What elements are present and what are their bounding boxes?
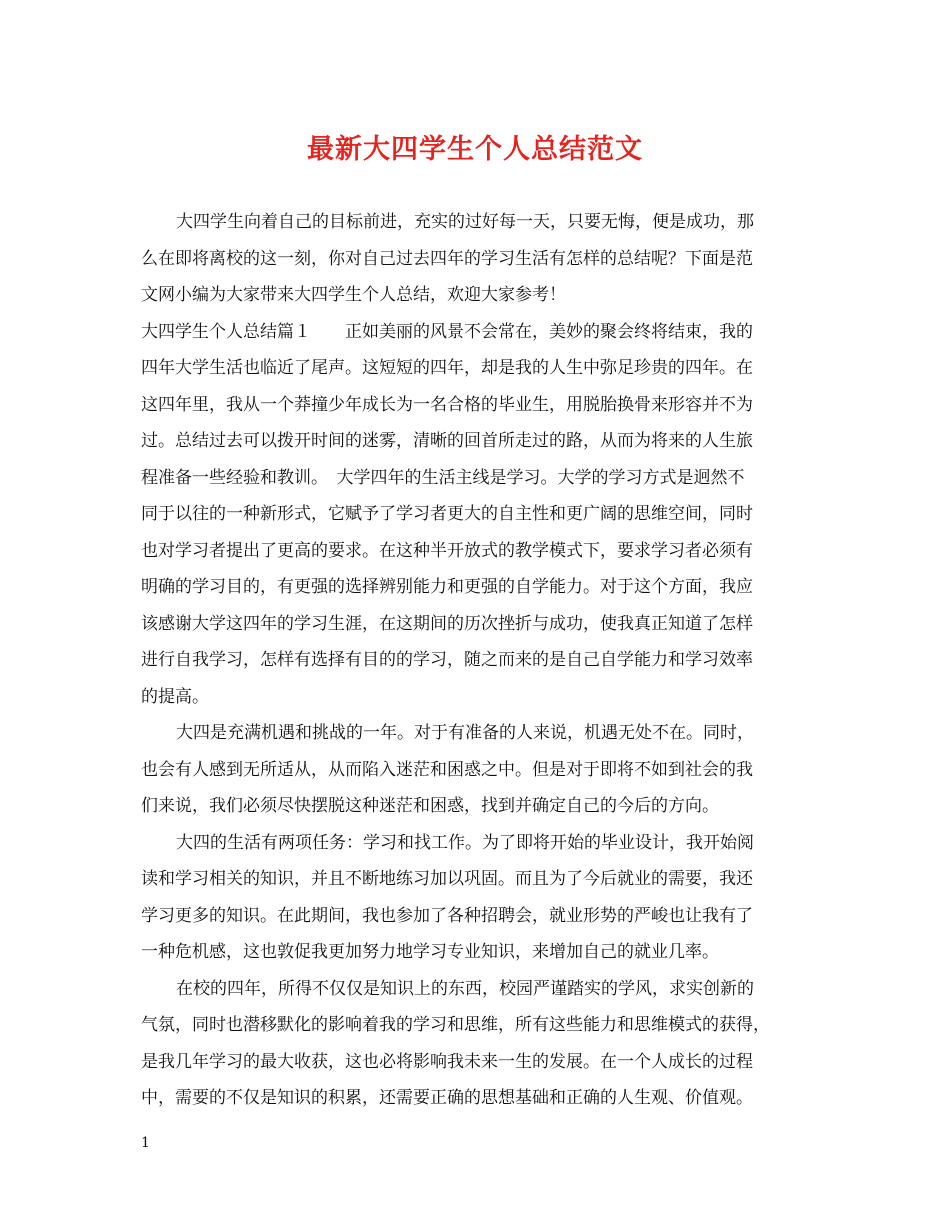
text-line: 也会有人感到无所适从，从而陷入迷茫和困惑之中。但是对于即将不如到社会的我 — [141, 759, 753, 780]
text-line: 过。总结过去可以拨开时间的迷雾，清晰的回首所走过的路，从而为将来的人生旅 — [141, 431, 753, 451]
text-line: 文网小编为大家带来大四学生个人总结，欢迎大家参考！ — [141, 285, 566, 305]
text-line: 中，需要的不仅是知识的积累，还需要正确的思想基础和正确的人生观、价值观。 — [141, 1088, 753, 1108]
text-line: 明确的学习目的，有更强的选择辨别能力和更强的自学能力。对于这个方面，我应 — [141, 577, 753, 597]
text-line: 同于以往的一种新形式，它赋予了学习者更大的自主性和更广阔的思维空间，同时 — [141, 504, 753, 524]
text-line: 这四年里，我从一个莽撞少年成长为一名合格的毕业生，用脱胎换骨来形容并不为 — [141, 394, 753, 415]
text-line: 进行自我学习，怎样有选择有目的的学习，随之而来的是自己自学能力和学习效率 — [141, 650, 753, 670]
text-line: 学习更多的知识。在此期间，我也参加了各种招聘会，就业形势的严峻也让我有了 — [141, 905, 753, 926]
page-number: 1 — [141, 1135, 150, 1151]
text-line: 读和学习相关的知识，并且不断地练习加以巩固。而且为了今后就业的需要，我还 — [141, 869, 753, 889]
text-line: 么在即将离校的这一刻，你对自己过去四年的学习生活有怎样的总结呢？下面是范 — [141, 248, 753, 269]
text-line: 气氛，同时也潜移默化的影响着我的学习和思维，所有这些能力和思维模式的获得， — [141, 1015, 770, 1035]
text-line: 是我几年学习的最大收获，这也必将影响我未来一生的发展。在一个人成长的过程 — [141, 1051, 753, 1072]
text-line: 一种危机感，这也敦促我更加努力地学习专业知识，来增加自己的就业几率。 — [141, 942, 719, 962]
text-line: 四年大学生活也临近了尾声。这短短的四年，却是我的人生中弥足珍贵的四年。在 — [141, 358, 753, 378]
text-line: 在校的四年，所得不仅仅是知识上的东西，校园严谨踏实的学风，求实创新的 — [176, 978, 754, 999]
text-line: 大四是充满机遇和挑战的一年。对于有准备的人来说，机遇无处不在。同时， — [176, 723, 754, 743]
text-line: 的提高。 — [141, 686, 209, 707]
text-line: 也对学习者提出了更高的要求。在这种半开放式的教学模式下，要求学习者必须有 — [141, 540, 753, 561]
text-line: 大四学生个人总结篇１ 正如美丽的风景不会常在，美妙的聚会终将结束，我的 — [141, 321, 753, 342]
text-line: 程准备一些经验和教训。 大学四年的生活主线是学习。大学的学习方式是迥然不 — [141, 467, 745, 488]
document-body — [141, 204, 813, 1117]
document-title: 最新大四学生个人总结范文 — [307, 134, 643, 165]
text-line: 该感谢大学这四年的学习生涯，在这期间的历次挫折与成功，使我真正知道了怎样 — [141, 613, 753, 634]
text-line: 大四学生向着自己的目标前进，充实的过好每一天，只要无悔，便是成功，那 — [176, 212, 754, 232]
text-line: 大四的生活有两项任务：学习和找工作。为了即将开始的毕业设计，我开始阅 — [176, 832, 754, 853]
text-line: 们来说，我们必须尽快摆脱这种迷茫和困惑，找到并确定自己的今后的方向。 — [141, 796, 719, 816]
